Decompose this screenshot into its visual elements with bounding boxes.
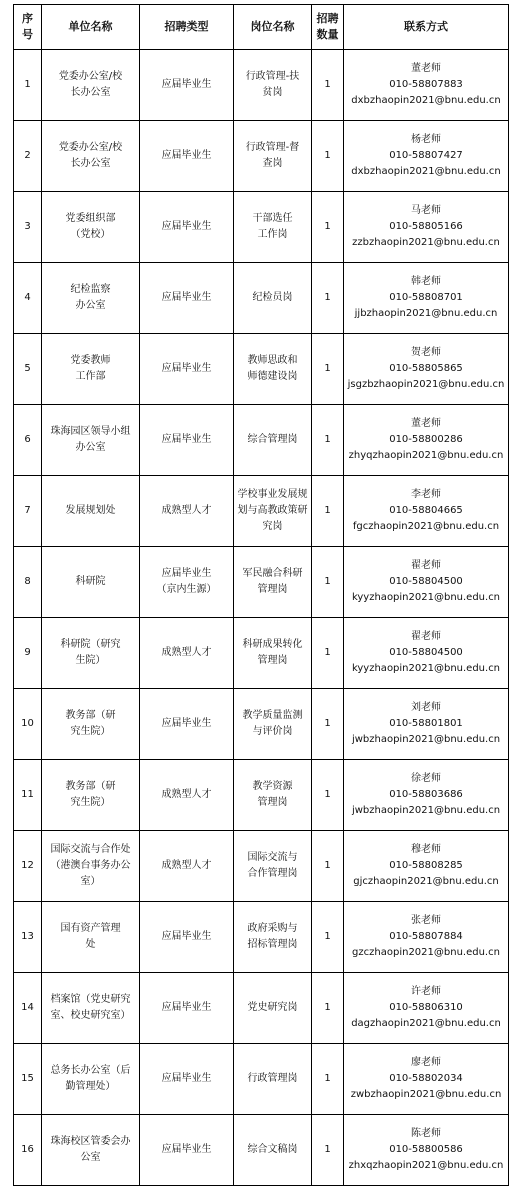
contact-email[interactable]: zhxqzhaopin2021@bnu.edu.cn	[348, 1160, 504, 1171]
table-row	[14, 760, 509, 831]
cell-position: 国际交流与合作管理岗	[234, 831, 312, 902]
contact-email[interactable]: dagzhaopin2021@bnu.edu.cn	[351, 1018, 501, 1029]
cell-index: 4	[14, 263, 42, 334]
table-row	[14, 1115, 509, 1186]
cell-index: 14	[14, 973, 42, 1044]
contact-email[interactable]: dxbzhaopin2021@bnu.edu.cn	[351, 95, 501, 106]
cell-position: 教师思政和师德建设岗	[234, 334, 312, 405]
contact-phone: 010-58807427	[389, 150, 463, 161]
cell-count: 1	[312, 192, 344, 263]
contact-phone: 010-58808285	[389, 860, 463, 871]
cell-unit: 党委教师工作部	[42, 334, 140, 405]
contact-name: 许老师	[411, 986, 441, 997]
cell-index: 5	[14, 334, 42, 405]
cell-count: 1	[312, 50, 344, 121]
contact-email[interactable]: gzczhaopin2021@bnu.edu.cn	[352, 947, 500, 958]
contact-name: 贺老师	[411, 347, 441, 358]
contact-email[interactable]: kyyzhaopin2021@bnu.edu.cn	[351, 592, 501, 603]
cell-unit: 党委办公室/校长办公室	[42, 50, 140, 121]
cell-position: 干部选任工作岗	[234, 192, 312, 263]
cell-type: 成熟型人才	[140, 831, 234, 902]
cell-position: 学校事业发展规划与高教政策研究岗	[234, 476, 312, 547]
cell-type: 应届毕业生	[140, 263, 234, 334]
cell-index: 16	[14, 1115, 42, 1186]
cell-contact	[344, 192, 509, 263]
recruitment-table	[13, 4, 509, 1186]
header-contact: 联系方式	[344, 5, 509, 50]
header-count: 招聘数量	[312, 5, 344, 50]
contact-email[interactable]: jwbzhaopin2021@bnu.edu.cn	[351, 805, 501, 816]
cell-index: 15	[14, 1044, 42, 1115]
contact-name: 廖老师	[411, 1057, 441, 1068]
contact-name: 杨老师	[411, 134, 441, 145]
cell-type: 成熟型人才	[140, 476, 234, 547]
cell-contact	[344, 973, 509, 1044]
contact-phone: 010-58804500	[389, 576, 463, 587]
contact-phone: 010-58801801	[389, 718, 463, 729]
contact-phone: 010-58804500	[389, 647, 463, 658]
cell-unit: 党委组织部（党校）	[42, 192, 140, 263]
cell-type: 应届毕业生	[140, 334, 234, 405]
table-row	[14, 334, 509, 405]
table-row	[14, 405, 509, 476]
cell-position: 政府采购与招标管理岗	[234, 902, 312, 973]
recruitment-table-container	[13, 4, 508, 1186]
cell-position: 教学资源管理岗	[234, 760, 312, 831]
table-row	[14, 618, 509, 689]
cell-contact	[344, 334, 509, 405]
contact-phone: 010-58804665	[389, 505, 463, 516]
contact-name: 穆老师	[411, 844, 441, 855]
contact-name: 徐老师	[411, 773, 441, 784]
contact-email[interactable]: jsgzbzhaopin2021@bnu.edu.cn	[347, 379, 505, 390]
cell-index: 10	[14, 689, 42, 760]
cell-index: 8	[14, 547, 42, 618]
contact-phone: 010-58807884	[389, 931, 463, 942]
cell-index: 1	[14, 50, 42, 121]
cell-position: 综合文稿岗	[234, 1115, 312, 1186]
contact-phone: 010-58807883	[389, 79, 463, 90]
header-position: 岗位名称	[234, 5, 312, 50]
header-unit: 单位名称	[42, 5, 140, 50]
contact-email[interactable]: fgczhaopin2021@bnu.edu.cn	[352, 521, 500, 532]
table-row	[14, 192, 509, 263]
contact-email[interactable]: kyyzhaopin2021@bnu.edu.cn	[351, 663, 501, 674]
cell-contact	[344, 50, 509, 121]
cell-contact	[344, 476, 509, 547]
table-row	[14, 121, 509, 192]
cell-position: 纪检员岗	[234, 263, 312, 334]
cell-contact	[344, 121, 509, 192]
cell-unit: 科研院	[42, 547, 140, 618]
contact-email[interactable]: jjbzhaopin2021@bnu.edu.cn	[354, 308, 498, 319]
cell-type: 应届毕业生	[140, 973, 234, 1044]
cell-index: 9	[14, 618, 42, 689]
contact-phone: 010-58800586	[389, 1144, 463, 1155]
cell-contact	[344, 689, 509, 760]
cell-unit: 国有资产管理处	[42, 902, 140, 973]
cell-position: 行政管理-督查岗	[234, 121, 312, 192]
table-row	[14, 689, 509, 760]
contact-name: 韩老师	[411, 276, 441, 287]
cell-count: 1	[312, 618, 344, 689]
contact-email[interactable]: gjczhaopin2021@bnu.edu.cn	[353, 876, 499, 887]
cell-position: 综合管理岗	[234, 405, 312, 476]
cell-position: 科研成果转化管理岗	[234, 618, 312, 689]
cell-type: 应届毕业生	[140, 689, 234, 760]
cell-index: 7	[14, 476, 42, 547]
cell-contact	[344, 547, 509, 618]
contact-email[interactable]: jwbzhaopin2021@bnu.edu.cn	[351, 734, 501, 745]
cell-type: 应届毕业生	[140, 50, 234, 121]
cell-count: 1	[312, 334, 344, 405]
contact-name: 翟老师	[411, 560, 441, 571]
cell-contact	[344, 831, 509, 902]
cell-type: 应届毕业生（京内生源）	[140, 547, 234, 618]
contact-name: 张老师	[411, 915, 441, 926]
contact-phone: 010-58805166	[389, 221, 463, 232]
cell-count: 1	[312, 405, 344, 476]
cell-contact	[344, 760, 509, 831]
cell-contact	[344, 405, 509, 476]
table-row	[14, 547, 509, 618]
cell-position: 教学质量监测与评价岗	[234, 689, 312, 760]
contact-name: 董老师	[411, 63, 441, 74]
cell-unit: 珠海园区领导小组办公室	[42, 405, 140, 476]
cell-unit: 总务长办公室（后勤管理处）	[42, 1044, 140, 1115]
cell-count: 1	[312, 263, 344, 334]
cell-count: 1	[312, 831, 344, 902]
contact-phone: 010-58808701	[389, 292, 463, 303]
cell-unit: 珠海校区管委会办公室	[42, 1115, 140, 1186]
cell-count: 1	[312, 476, 344, 547]
cell-index: 12	[14, 831, 42, 902]
cell-count: 1	[312, 902, 344, 973]
table-row	[14, 902, 509, 973]
table-row	[14, 831, 509, 902]
cell-count: 1	[312, 689, 344, 760]
cell-type: 应届毕业生	[140, 1115, 234, 1186]
contact-phone: 010-58806310	[389, 1002, 463, 1013]
cell-type: 应届毕业生	[140, 1044, 234, 1115]
table-body	[14, 50, 509, 1186]
cell-count: 1	[312, 121, 344, 192]
contact-phone: 010-58802034	[389, 1073, 463, 1084]
cell-position: 行政管理岗	[234, 1044, 312, 1115]
header-index: 序号	[14, 5, 42, 50]
contact-name: 刘老师	[411, 702, 441, 713]
cell-index: 11	[14, 760, 42, 831]
cell-index: 6	[14, 405, 42, 476]
cell-count: 1	[312, 1044, 344, 1115]
table-row	[14, 1044, 509, 1115]
cell-type: 成熟型人才	[140, 618, 234, 689]
cell-position: 军民融合科研管理岗	[234, 547, 312, 618]
cell-position: 行政管理-扶贫岗	[234, 50, 312, 121]
header-type: 招聘类型	[140, 5, 234, 50]
cell-count: 1	[312, 1115, 344, 1186]
contact-email[interactable]: dxbzhaopin2021@bnu.edu.cn	[351, 166, 501, 177]
table-row	[14, 263, 509, 334]
contact-phone: 010-58805865	[389, 363, 463, 374]
contact-email[interactable]: zzbzhaopin2021@bnu.edu.cn	[352, 237, 500, 248]
contact-name: 马老师	[411, 205, 441, 216]
contact-email[interactable]: zhyqzhaopin2021@bnu.edu.cn	[348, 450, 504, 461]
cell-unit: 发展规划处	[42, 476, 140, 547]
cell-contact	[344, 263, 509, 334]
contact-name: 董老师	[411, 418, 441, 429]
cell-unit: 教务部（研究生院）	[42, 760, 140, 831]
cell-type: 应届毕业生	[140, 902, 234, 973]
cell-type: 应届毕业生	[140, 405, 234, 476]
cell-index: 13	[14, 902, 42, 973]
contact-name: 李老师	[411, 489, 441, 500]
table-row	[14, 973, 509, 1044]
cell-contact	[344, 1044, 509, 1115]
cell-index: 2	[14, 121, 42, 192]
table-row	[14, 50, 509, 121]
contact-phone: 010-58803686	[389, 789, 463, 800]
contact-phone: 010-58800286	[389, 434, 463, 445]
contact-email[interactable]: zwbzhaopin2021@bnu.edu.cn	[350, 1089, 502, 1100]
cell-contact	[344, 1115, 509, 1186]
contact-name: 陈老师	[411, 1128, 441, 1139]
cell-type: 成熟型人才	[140, 760, 234, 831]
cell-type: 应届毕业生	[140, 121, 234, 192]
table-header-row	[14, 5, 509, 50]
cell-unit: 纪检监察办公室	[42, 263, 140, 334]
cell-unit: 教务部（研究生院）	[42, 689, 140, 760]
cell-unit: 党委办公室/校长办公室	[42, 121, 140, 192]
cell-unit: 科研院（研究生院）	[42, 618, 140, 689]
table-row	[14, 476, 509, 547]
cell-index: 3	[14, 192, 42, 263]
cell-position: 党史研究岗	[234, 973, 312, 1044]
cell-count: 1	[312, 760, 344, 831]
cell-count: 1	[312, 547, 344, 618]
cell-type: 应届毕业生	[140, 192, 234, 263]
contact-name: 翟老师	[411, 631, 441, 642]
cell-unit: 档案馆（党史研究室、校史研究室）	[42, 973, 140, 1044]
cell-contact	[344, 618, 509, 689]
cell-unit: 国际交流与合作处（港澳台事务办公室）	[42, 831, 140, 902]
cell-contact	[344, 902, 509, 973]
cell-count: 1	[312, 973, 344, 1044]
